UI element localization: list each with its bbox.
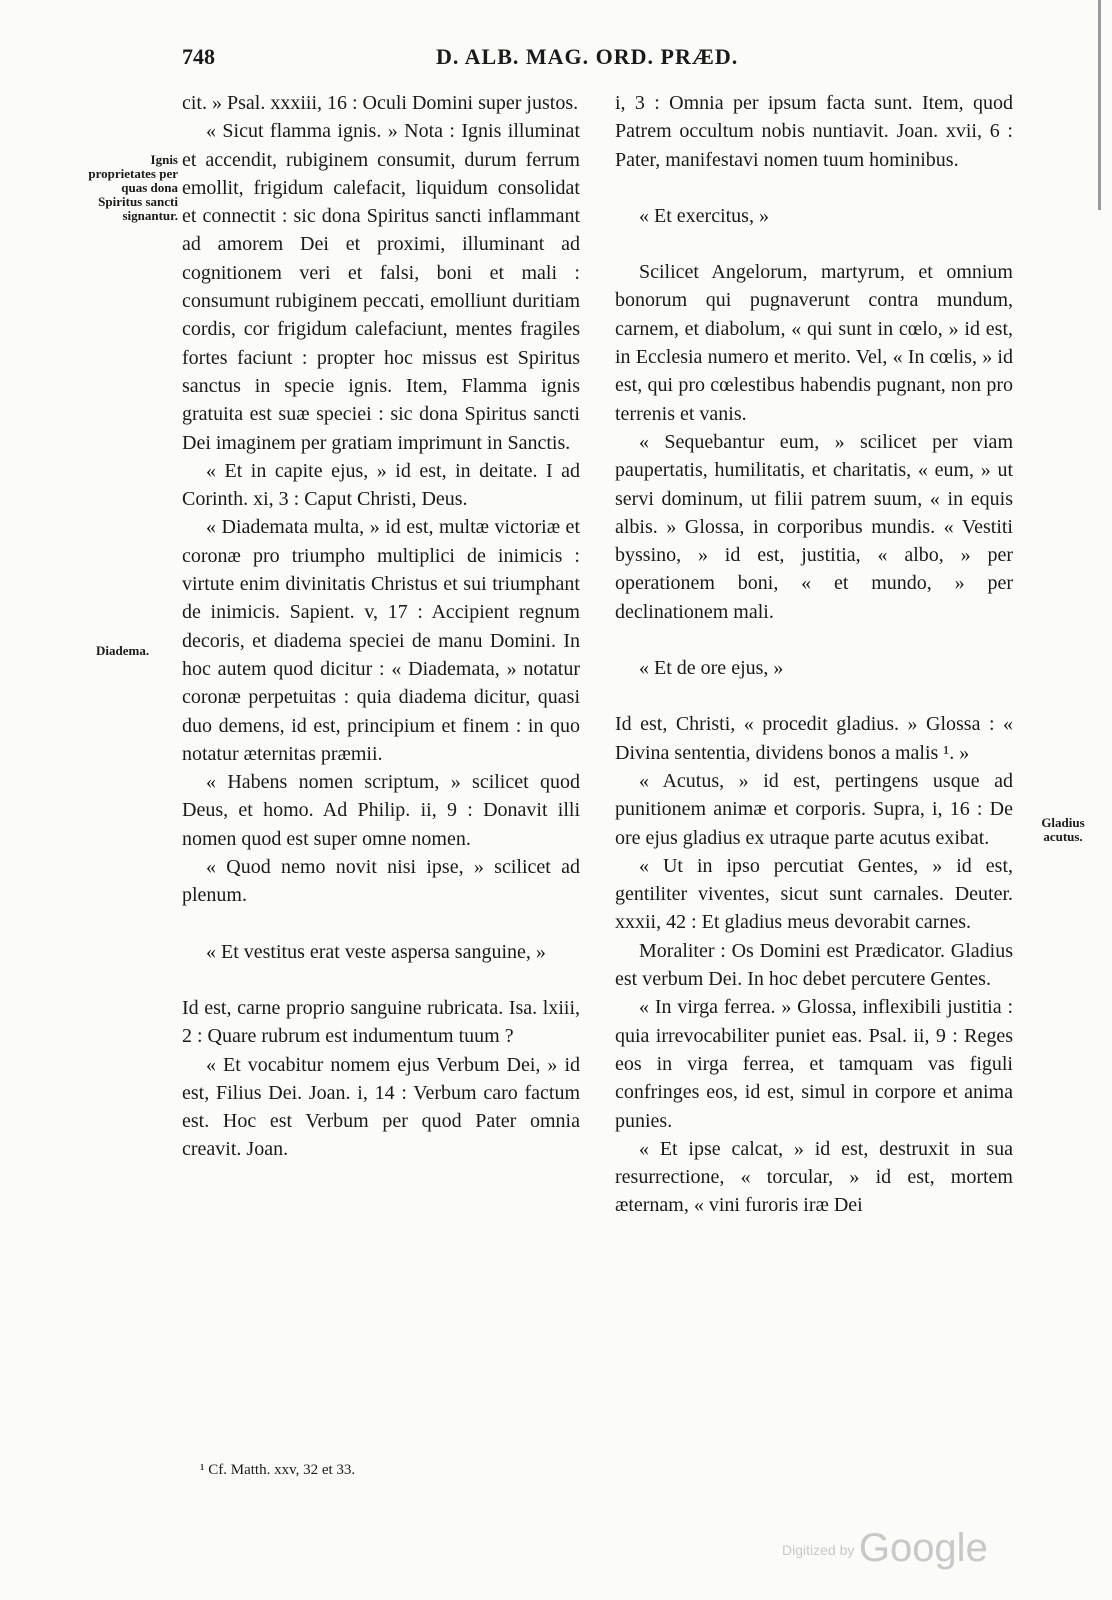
paragraph: « Quod nemo novit nisi ipse, » scilicet ad plenum. [182, 856, 580, 907]
paragraph: Id est, Christi, « procedit gladius. » Glossa : « Divina sententia, dividens bonos a malis ¹. » [615, 713, 1013, 764]
paragraph: « Ut in ipso percutiat Gentes, » id est, gentiliter viventes, sicut sunt carnales. Deuter. xxxii, 42 : Et gladius meus devorabit carnes. [615, 854, 1013, 934]
paragraph: cit. » Psal. xxxiii, 16 : Oculi Domini super justos. [182, 92, 579, 114]
digitized-watermark [782, 1526, 988, 1571]
running-head: D. ALB. MAG. ORD. PRÆD. [436, 44, 739, 69]
lemma-heading: « Et de ore ejus, » [639, 657, 784, 680]
paragraph: Scilicet Angelorum, martyrum, et omnium bonorum qui pugnaverunt contra mundum, carnem, et diabolum, « qui sunt in cœlo, » id est, in Ecclesia numero et merito. Vel, « In cœlis, » id est, qui pro cœlestibus habendis pugnant, non pro terrenis et vanis. [615, 261, 1013, 425]
lemma-heading: « Et vestitus erat veste aspersa sanguine, » [206, 940, 546, 963]
paragraph: i, 3 : Omnia per ipsum facta sunt. Item, quod Patrem occultum nobis nuntiavit. Joan. xvii, 6 : Pater, manifestavi nomen tuum hominibus. [615, 92, 1013, 171]
google-logo: Google [858, 1526, 988, 1570]
paragraph: « Acutus, » id est, pertingens usque ad punitionem animæ et corporis. Supra, i, 16 : De ore ejus gladius ex utraque parte acutus exibat. [615, 769, 1013, 849]
paragraph: « Habens nomen scriptum, » scilicet quod Deus, et homo. Ad Philip. ii, 9 : Donavit illi nomen quod est super omne nomen. [182, 771, 580, 850]
margin-note-gladius: Gladius acutus. [1041, 815, 1085, 844]
paragraph: « Sicut flamma ignis. » Nota : Ignis illuminat et accendit, rubiginem consumit, durum ferrum emollit, frigidum calefacit, liquidum consolidat et connectit : sic dona Spiritus sancti inflammant ad amorem Dei et proximi, illuminant ad cognitionem veri et falsi, boni et mali : consumunt rubiginem peccati, emolliunt duritiam cordis, cor frigidum calefaciunt, mentes fragiles fortes faciunt : propter hoc missus est Spiritus sanctus in specie ignis. Item, Flamma ignis gratuita est suæ speciei : sic dona Spiritus sancti Dei imaginem per gratiam imprimunt in Sanctis. [182, 120, 580, 454]
footnote: ¹ Cf. Matth. xxv, 32 et 33. [200, 1462, 356, 1478]
paragraph: Moraliter : Os Domini est Prædicator. Gladius est verbum Dei. In hoc debet percutere Gentes. [615, 939, 1013, 991]
paragraph: « Et vocabitur nomem ejus Verbum Dei, » id est, Filius Dei. Joan. i, 14 : Verbum caro factum est. Hoc est Verbum per quod Pater omnia creavit. Joan. [182, 1053, 580, 1161]
right-column [615, 89, 1013, 1220]
page-edge-rule [1098, 0, 1101, 210]
margin-note-ignis: Ignis proprietates per quas dona Spiritus sancti signantur. [88, 152, 178, 223]
page-number: 748 [182, 44, 215, 69]
paragraph: « In virga ferrea. » Glossa, inflexibili justitia : quia irrevocabiliter puniet eas. Psal. ii, 9 : Reges eos in virga ferrea, et tamquam vas figuli confringes eos, id est, simul in corpore et anima punies. [615, 996, 1013, 1132]
lemma-heading: « Et exercitus, » [639, 204, 769, 227]
paragraph: « Sequebantur eum, » scilicet per viam paupertatis, humilitatis, et charitatis, « eum, » ut servi dominum, ut filii patrem suum, « in equis albis. » Glossa, in corporibus mundis. « Vestiti byssino, » id est, justitia, « albo, » per operationem boni, « et mundo, » per declinationem mali. [615, 430, 1013, 623]
watermark-prefix: Digitized by [782, 1542, 855, 1558]
paragraph: Id est, carne proprio sanguine rubricata. Isa. lxiii, 2 : Quare rubrum est indumentum tuum ? [182, 996, 580, 1048]
left-column [182, 89, 580, 1164]
margin-note-diadema: Diadema. [96, 643, 150, 658]
paragraph: « Et in capite ejus, » id est, in deitate. I ad Corinth. xi, 3 : Caput Christi, Deus. [182, 459, 580, 511]
paragraph: « Et ipse calcat, » id est, destruxit in sua resurrectione, « torcular, » id est, mortem æternam, « vini furoris iræ Dei [615, 1137, 1013, 1217]
paragraph: « Diademata multa, » id est, multæ victoriæ et coronæ pro triumpho multiplici de inimicis : virtute enim divinitatis Christus et sui triumphant de inimicis. Sapient. v, 17 : Accipient regnum decoris, et diadema speciei de manu Domini. In hoc autem quod dicitur : « Diademata, » notatur coronæ perpetuitas : quia diadema dicitur, quasi duo demens, id est, principium et finem : in quo notatur æternitas præmii. [182, 516, 580, 765]
